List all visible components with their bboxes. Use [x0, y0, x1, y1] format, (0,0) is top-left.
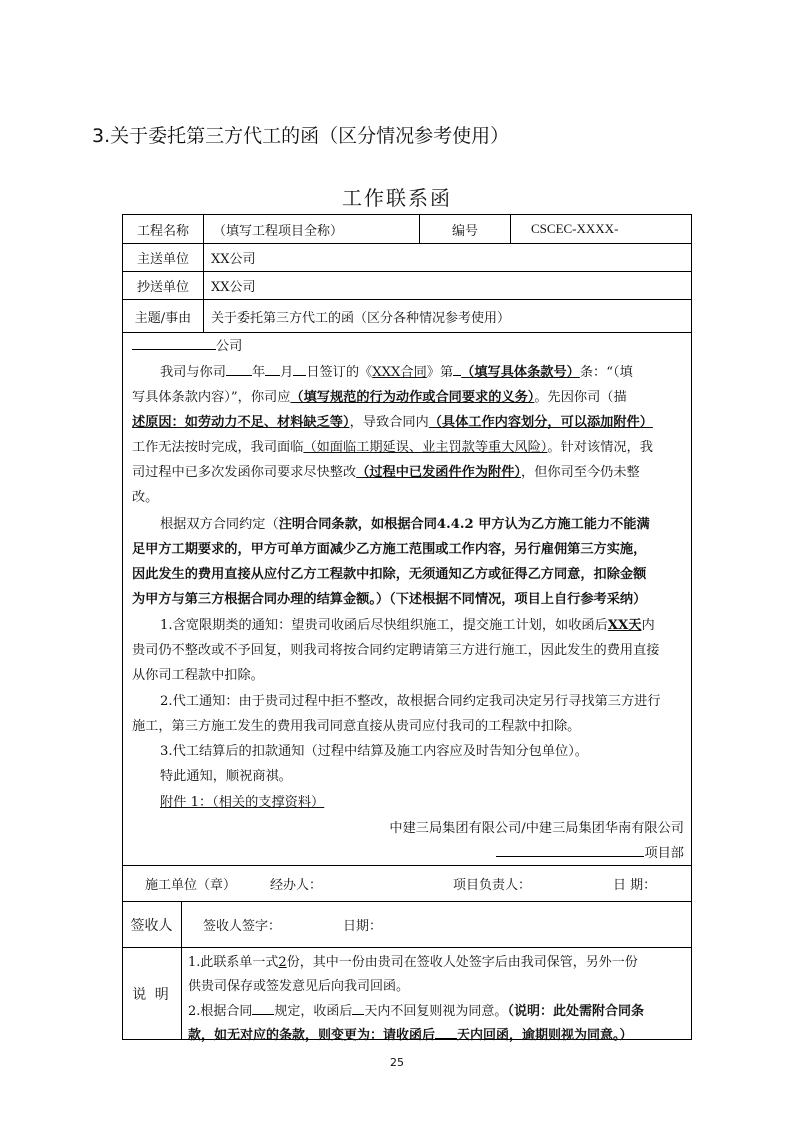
project-value: （填写工程项目全称） [213, 223, 344, 239]
receiver-row [123, 902, 691, 948]
signature-row [123, 866, 691, 902]
attachment-line: 附件 1：（相关的支撑资料） [160, 795, 325, 810]
main-unit-row [123, 243, 691, 272]
receiver-date-label: 日期： [343, 919, 383, 934]
project-row [123, 215, 691, 244]
note-line: 款，如无对应的条款，则变更为：请收函后 天内回函，逾期则视为同意。） [188, 1023, 685, 1048]
copy-unit-label: 抄送单位 [136, 280, 189, 295]
dept-blank [496, 841, 644, 857]
paragraph-line: 施工，第三方施工发生的费用我司同意直接从贵司应付我司的工程款中扣除。 [132, 719, 581, 734]
paragraph-line: 足甲方工期要求的，甲方可单方面减少乙方施工范围或工作内容，另行雇佣第三方实施， [132, 542, 647, 557]
subject-value: 关于委托第三方代工的函（区分各种情况参考使用） [211, 310, 511, 326]
letter-body [123, 332, 691, 866]
paragraph-line: 2.代工通知：由于贵司过程中拒不整改，故根据合同约定我司决定另行寻找第三方进行 [160, 694, 661, 709]
unit-stamp-label: 施工单位（章） [145, 878, 237, 893]
work-contact-form [122, 214, 692, 1043]
paragraph-line: 贵司仍不整改或不予回复，则我司将按合同约定聘请第三方进行施工，因此发生的费用直接 [132, 643, 660, 658]
recipient-blank [132, 334, 216, 350]
copy-unit-value: XX公司 [211, 280, 256, 295]
note-line: 供贵司保存或签发意见后向我司回函。 [188, 979, 410, 994]
paragraph-line: 工作无法按时完成，我司面临（如面临工期延误、业主罚款等重大风险）。针对该情况，我 [132, 440, 653, 455]
paragraph-line: 根据双方合同约定（注明合同条款，如根据合同4.4.2 甲方认为乙方施工能力不能满 [160, 517, 650, 532]
subject-label: 主题/事由 [134, 310, 192, 326]
leader-label: 项目负责人： [453, 878, 532, 893]
company-line: 中建三局集团有限公司/中建三局集团华南有限公司 [389, 821, 684, 836]
paragraph-line: 述原因：如劳动力不足、材料缺乏等），导致合同内（具体工作内容划分，可以添加附件） [132, 415, 653, 430]
paragraph-line: 1.含宽限期类的通知：望贵司收函后尽快组织施工，提交施工计划，如收函后XX天内 [160, 618, 655, 633]
number-value: CSCEC-XXXX- [531, 221, 619, 236]
date-label: 日 期： [613, 878, 657, 893]
project-label: 工程名称 [136, 223, 189, 239]
notes-label: 说 明 [132, 986, 171, 1003]
page-number: 25 [390, 1056, 404, 1069]
form-title: 工作联系函 [342, 186, 452, 210]
subject-row [123, 300, 691, 333]
notes-row [123, 948, 691, 1043]
paragraph-line: 因此发生的费用直接从应付乙方工程款中扣除，无须通知乙方或征得乙方同意，扣除金额 [132, 567, 647, 582]
dept-line: 项目部 [132, 841, 684, 866]
receiver-label: 签收人 [130, 917, 173, 934]
main-unit-label: 主送单位 [136, 251, 189, 267]
paragraph-line: 为甲方与第三方根据合同办理的结算金额。）（下述根据不同情况，项目上自行参考采纳） [132, 592, 647, 607]
number-label: 编号 [451, 223, 478, 239]
handler-label: 经办人： [270, 878, 323, 893]
copy-unit-row [123, 272, 691, 300]
salutation-line: 公司 [132, 334, 684, 359]
closing-line: 特此通知，顺祝商祺。 [160, 769, 292, 784]
paragraph-line: 写具体条款内容）”，你司应（填写规范的行为动作或合同要求的义务）。先因你司（描 [132, 390, 627, 405]
note-line: 2.根据合同 规定，收函后 天内不回复则视为同意。（说明：此处需附合同条 [188, 999, 685, 1024]
paragraph-line: 我司与你司 年 月 日签订的《XXX合同》第 （填写具体条款号）条：“（填 [160, 360, 684, 385]
paragraph-line: 从你司工程款中扣除。 [132, 668, 264, 683]
paragraph-line: 改。 [132, 490, 159, 505]
receiver-sign-label: 签收人签字： [203, 919, 282, 934]
note-line: 1.此联系单一式2份，其中一份由贵司在签收人处签字后由我司保管，另外一份 [188, 955, 638, 970]
main-unit-value: XX公司 [211, 251, 256, 267]
section-heading: 3.关于委托第三方代工的函（区分情况参考使用） [92, 125, 510, 147]
paragraph-line: 司过程中已多次发函你司要求尽快整改（过程中已发函件作为附件），但你司至今仍未整 [132, 465, 640, 480]
paragraph-line: 3.代工结算后的扣款通知（过程中结算及施工内容应及时告知分包单位）。 [160, 744, 588, 759]
